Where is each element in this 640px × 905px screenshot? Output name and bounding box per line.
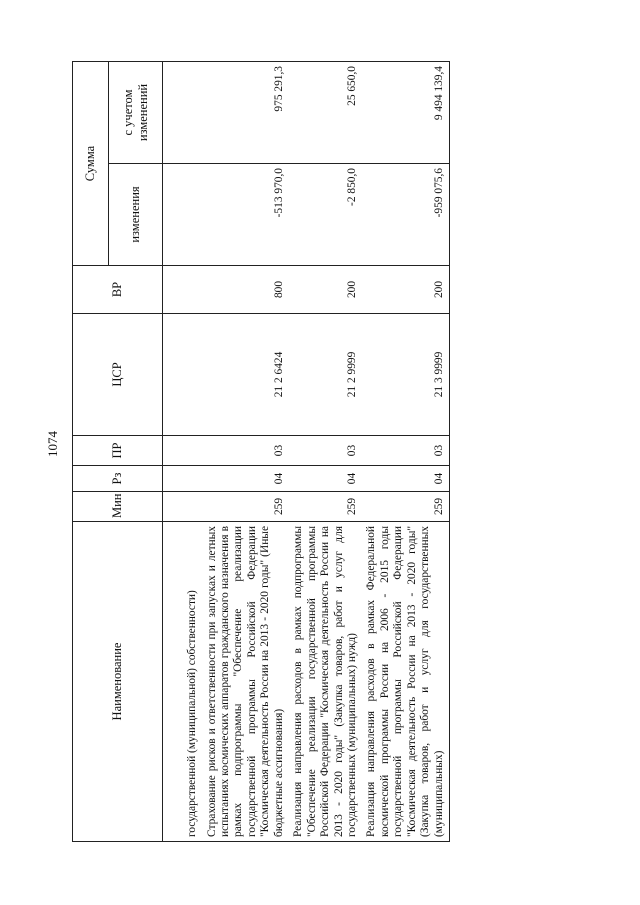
row-vr: 200 xyxy=(362,266,449,314)
row-csr: 21 2 9999 xyxy=(289,314,362,436)
row-total: 975 291,3 xyxy=(203,62,290,164)
row-rz xyxy=(163,466,203,492)
header-vr: ВР xyxy=(73,266,163,314)
header-name: Наименование xyxy=(73,522,163,842)
table-row xyxy=(203,62,290,842)
header-pr: ПР xyxy=(73,436,163,466)
row-change: -959 075,6 xyxy=(362,164,449,266)
header-sum: Сумма xyxy=(73,62,109,266)
row-total xyxy=(163,62,203,164)
row-rz: 04 xyxy=(203,466,290,492)
header-min: Мин xyxy=(73,492,163,522)
table-row xyxy=(289,62,362,842)
page-number: 1074 xyxy=(45,431,60,457)
header-csr: ЦСР xyxy=(73,314,163,436)
row-pr: 03 xyxy=(362,436,449,466)
row-vr: 200 xyxy=(289,266,362,314)
table-row xyxy=(362,62,449,842)
row-rz: 04 xyxy=(289,466,362,492)
row-csr: 21 2 6424 xyxy=(203,314,290,436)
row-total: 25 650,0 xyxy=(289,62,362,164)
row-name: государственной (муниципальной) собственности) xyxy=(163,522,203,842)
row-min xyxy=(163,492,203,522)
header-change: изменения xyxy=(109,164,163,266)
rotated-page xyxy=(83,0,640,837)
header-rz: Рз xyxy=(73,466,163,492)
row-rz: 04 xyxy=(362,466,449,492)
row-name: Реализация направления расходов в рамках подпрограммы "Обеспечение реализации государственной программы Российской Федерации "Космическая деятельность России на 2013 - 2020 годы" (Закупка товаров, работ и услуг для государственных (муниципальных) нужд) xyxy=(289,522,362,842)
table-row xyxy=(163,62,203,842)
row-pr xyxy=(163,436,203,466)
row-change: -2 850,0 xyxy=(289,164,362,266)
row-name: Реализация направления расходов в рамках Федеральной космической программы России на 2006 - 2015 годы государственной программы Российской Федерации "Космическая деятельность России на 2013 - 2020 годы" (Закупка товаров, работ и услуг для государственных (муниципальных) xyxy=(362,522,449,842)
row-min: 259 xyxy=(203,492,290,522)
row-csr xyxy=(163,314,203,436)
row-vr: 800 xyxy=(203,266,290,314)
row-total: 9 494 139,4 xyxy=(362,62,449,164)
row-pr: 03 xyxy=(289,436,362,466)
header-with-changes: с учетом изменений xyxy=(109,62,163,164)
row-min: 259 xyxy=(289,492,362,522)
row-change xyxy=(163,164,203,266)
row-pr: 03 xyxy=(203,436,290,466)
row-vr xyxy=(163,266,203,314)
budget-table xyxy=(72,61,450,842)
row-name: Страхование рисков и ответственности при запусках и летных испытаниях космических аппаратов гражданского назначения в рамках подпрограммы "Обеспечение реализации государственной программы Российской Федерации "Космическая деятельность России на 2013 - 2020 годы" (Иные бюджетные ассигнования) xyxy=(203,522,290,842)
row-min: 259 xyxy=(362,492,449,522)
row-csr: 21 3 9999 xyxy=(362,314,449,436)
row-change: -513 970,0 xyxy=(203,164,290,266)
